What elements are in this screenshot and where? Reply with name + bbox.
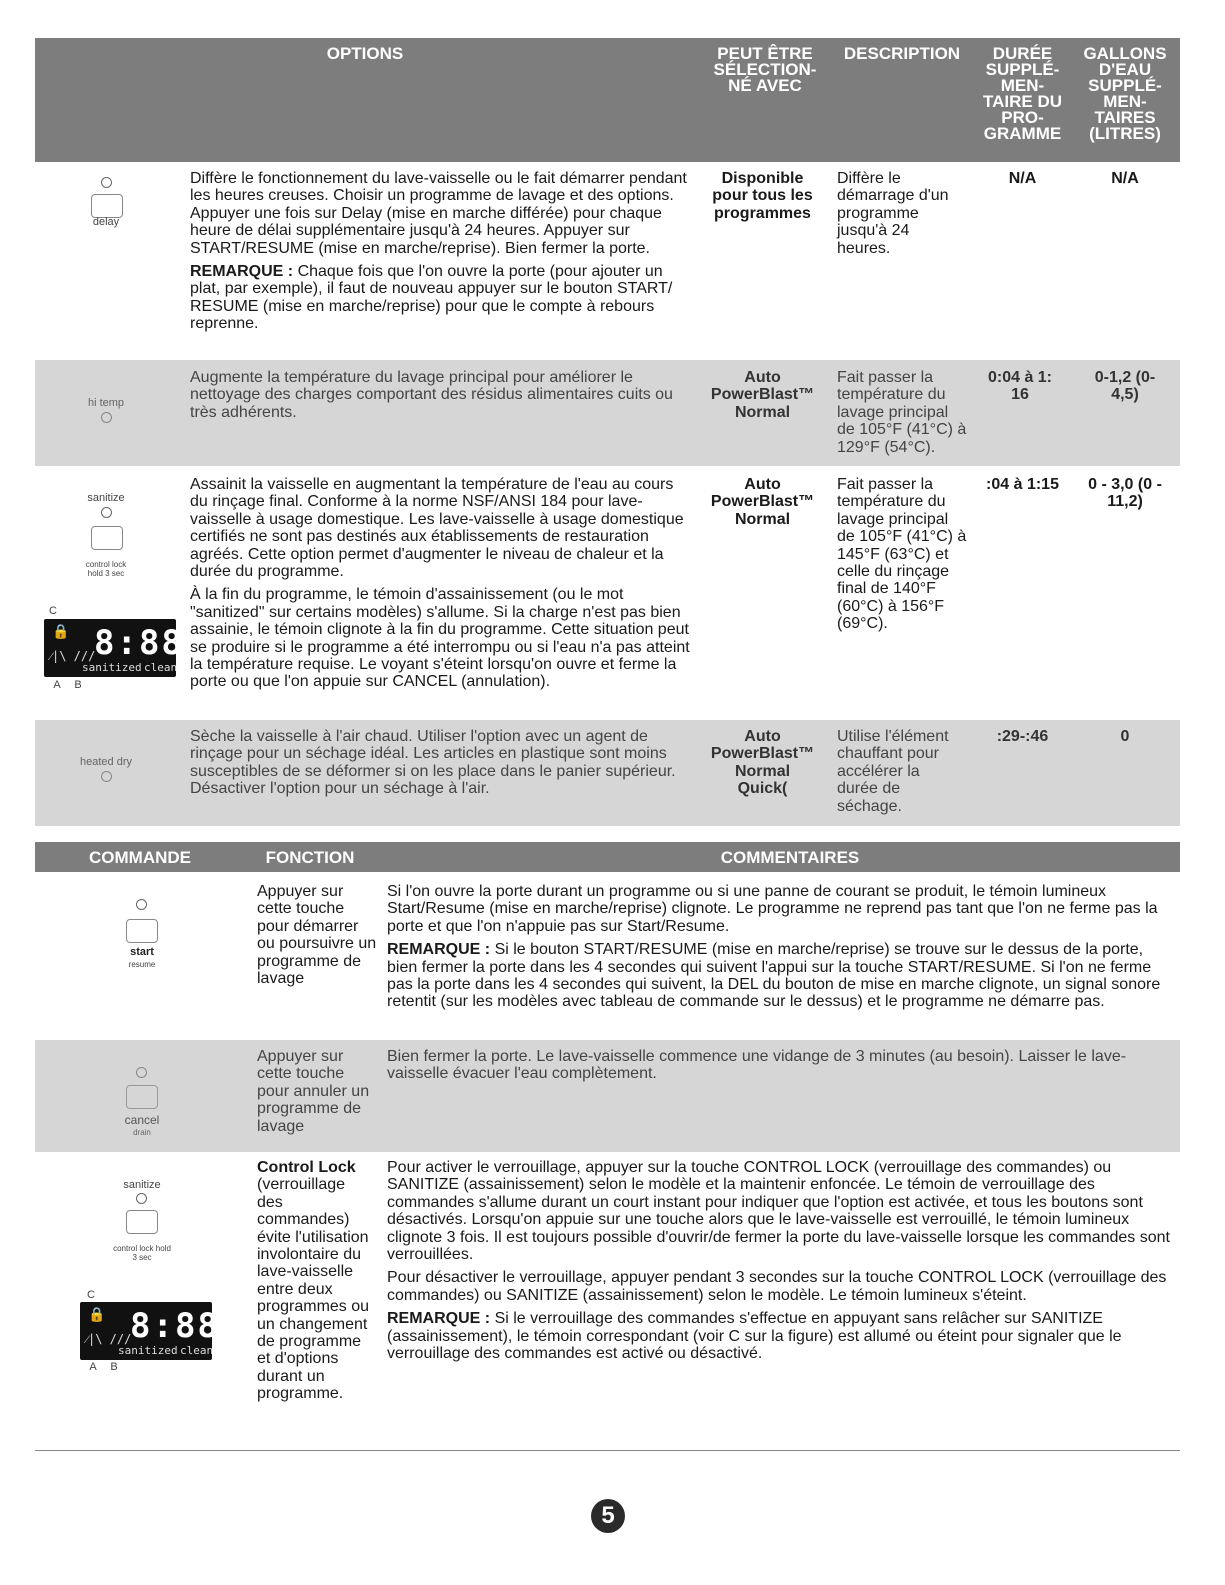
cancel-comment: Bien fermer la porte. Le lave-vaisselle commence une vidange de 3 minutes (au besoin). Laisser le lave-vaisselle évacuer l'eau complètement. <box>387 1048 1127 1083</box>
lock-display-time-readout: 8:88 <box>130 1306 220 1346</box>
control-lock-function <box>257 1159 375 1403</box>
status-display <box>44 619 184 677</box>
page-number: 5 <box>601 1502 615 1529</box>
sanitize-button-sublabel: control lock hold 3 sec <box>85 560 127 578</box>
hi-temp-text: Augmente la température du lavage principal pour améliorer le nettoyage des charges comportant des résidus alimentaires cuits ou très adhérents. <box>190 369 673 421</box>
start-led-icon <box>136 899 147 910</box>
start-button[interactable] <box>126 919 158 943</box>
lock-display-callout-b: B <box>110 1361 118 1373</box>
lock-sanitize-button-sublabel: control lock hold 3 sec <box>113 1244 171 1262</box>
heated-dry-button-label: heated dry <box>80 756 132 768</box>
heated-dry-extra-water: 0 <box>1120 728 1130 745</box>
lock-icon: 🔒 <box>52 624 70 640</box>
cancel-button-sublabel: drain <box>133 1128 151 1137</box>
lock-display-callout-a: A <box>89 1361 97 1373</box>
sanitize-extra-time: :04 à 1:15 <box>986 476 1059 493</box>
sanitized-indicator: sanitized <box>82 661 142 674</box>
delay-text: Diffère le fonctionnement du lave-vaisselle ou le fait démarrer pendant les heures creuses. Choisir un programme de lavage et des options. Appuyer une fois sur Delay (mise en marche différée) pour chaque heure de délai supplémentaire jusqu'à 24 heures. Appuyer sur START/RESUME (mise en marche/reprise). Bien fermer la porte. REMARQUE : Chaque fois que l'on ouvre la porte (pour ajouter un plat, par exemple), il faut de nouveau appuyer sur le bouton START/ RESUME (mise en marche/reprise) pour que le compte à rebours reprenne. <box>190 170 687 333</box>
header-description: DESCRIPTION <box>843 44 961 63</box>
header-extra-water: GALLONS D'EAU SUPPLÉ- MEN- TAIRES (LITRES) <box>1083 44 1167 143</box>
delay-extra-water: N/A <box>1111 170 1139 187</box>
control-lock-function-text: (verrouillage des commandes) évite l'utilisation involontaire du lave-vaisselle entre deux programmes ou un changement de programme et d'options durant un programme. <box>257 1176 370 1403</box>
start-comment: Si l'on ouvre la porte durant un programme ou si une panne de courant se produit, le témoin lumineux Start/Resume (mise en marche/reprise) clignote. Le programme ne reprend pas tant que l'on ne ferme pas la porte et que l'on n'appuie pas sur Start/Resume. REMARQUE : Si le bouton START/RESUME (mise en marche/reprise) se trouve sur le dessus de la porte, bien fermer la porte dans les 4 secondes qui suivent l'appui sur la touche START/RESUME. Si l'on ne ferme pas la porte dans les 4 secondes qui suivent, la DEL du bouton de mise en marche clignote, un signal sonore retentit (sur les modèles avec tableau de commande sur le dessus) et le programme ne démarre pas. <box>387 883 1161 1011</box>
heated-dry-led-icon <box>101 771 112 782</box>
lock-display-callout-c: C <box>87 1289 95 1301</box>
heated-dry-description: Utilise l'élément chauffant pour accélérer la durée de séchage. <box>837 728 949 815</box>
sanitize-button[interactable] <box>91 526 123 550</box>
display-callout-a: A <box>53 679 61 691</box>
hi-temp-led-icon <box>101 412 112 423</box>
hi-temp-selectable: Auto PowerBlast™ Normal <box>710 369 815 421</box>
hi-temp-extra-time: 0:04 à 1: 16 <box>987 369 1053 404</box>
sanitize-extra-water: 0 - 3,0 (0 - 11,2) <box>1088 476 1162 511</box>
sanitize-led-icon <box>101 507 112 518</box>
delay-selectable: Disponible pour tous les programmes <box>712 170 813 222</box>
control-lock-comment: Pour activer le verrouillage, appuyer sur la touche CONTROL LOCK (verrouillage des commandes) ou SANITIZE (assainissement) selon le modèle et la maintenir enfoncée. Le témoin de verrouillage des commandes s'allume durant un court instant pour indiquer que l'option est activée, et tous les boutons sont désactivés. Lorsqu'on appuie sur une touche alors que le lave-vaisselle est verrouillé, le témoin lumineux clignote 3 fois. Il est toujours possible d'ouvrir/de fermer la porte du lave-vaisselle lorsque les commandes sont verrouillées. Pour désactiver le verrouillage, appuyer pendant 3 secondes sur la touche CONTROL LOCK (verrouillage des commandes) ou SANITIZE (assainissement) selon le modèle. Le témoin lumineux s'éteint. REMARQUE : Si le verrouillage des commandes s'effectue en appuyant sans relâcher sur SANITIZE (assainissement), le témoin correspondant (voir C sur la figure) est allumé ou éteint pour signaler que le verrouillage des commandes est activé ou désactivé. <box>387 1159 1170 1363</box>
start-function: Appuyer sur cette touche pour démarrer ou poursuivre un programme de lavage <box>257 883 377 988</box>
delay-description: Diffère le démarrage d'un programme jusqu'à 24 heures. <box>837 170 949 257</box>
lock-sanitize-led-icon <box>136 1193 147 1204</box>
delay-led-icon <box>101 177 112 188</box>
header-command: COMMANDE <box>89 848 191 867</box>
heated-dry-selectable: Auto PowerBlast™ Normal Quick( <box>710 728 815 798</box>
cancel-function: Appuyer sur cette touche pour annuler un programme de lavage <box>257 1048 370 1135</box>
display-callout-c: C <box>49 605 57 617</box>
cancel-button-label: cancel <box>124 1113 160 1127</box>
lock-sanitize-button[interactable] <box>126 1210 158 1234</box>
sanitize-button-label: sanitize <box>87 492 125 504</box>
hi-temp-button-label: hi temp <box>87 397 125 409</box>
heated-dry-extra-time: :29-:46 <box>996 728 1049 745</box>
start-button-sublabel: resume <box>128 960 156 969</box>
page-number-badge <box>591 1499 625 1533</box>
lock-sanitize-button-label: sanitize <box>123 1179 161 1191</box>
lock-display-clean-indicator: clean <box>180 1344 214 1357</box>
header-comments: COMMENTAIRES <box>720 848 860 867</box>
header-extra-time: DURÉE SUPPLÉ- MEN- TAIRE DU PRO- GRAMME <box>982 44 1062 143</box>
cancel-led-icon <box>136 1067 147 1078</box>
cancel-button[interactable] <box>126 1085 158 1109</box>
lock-status-display <box>80 1302 220 1360</box>
time-readout: 8:88 <box>94 623 184 663</box>
sanitize-description: Fait passer la température du lavage principal de 105°F (41°C) à 145°F (63°C) et celle du rinçage final de 140°F (60°C) à 156°F (69°C). <box>837 476 967 633</box>
clean-indicator: clean <box>144 661 178 674</box>
start-button-label: start <box>130 946 154 958</box>
hi-temp-extra-water: 0-1,2 (0-4,5) <box>1094 369 1156 404</box>
heated-dry-text: Sèche la vaisselle à l'air chaud. Utiliser l'option avec un agent de rinçage pour un séchage idéal. Les articles en plastique sont moins susceptibles de se déformer si on les place dans le panier supérieur. Désactiver l'option pour un séchage à l'air. <box>190 728 676 798</box>
display-callout-b: B <box>74 679 82 691</box>
table-bottom-rule <box>35 1450 1180 1451</box>
delay-button[interactable] <box>91 194 123 218</box>
sanitize-text: Assainit la vaisselle en augmentant la température de l'eau au cours du rinçage final. Conforme à la norme NSF/ANSI 184 pour lave-vaisselle à usage domestique. Les lave-vaisselle à usage domestique certifiés ne sont pas destinés aux établissements de restauration agréés. Cette option permet d'augmenter le niveau de chaleur et la durée du programme. À la fin du programme, le témoin d'assainissement (ou le mot "sanitized" sur certains modèles) s'allume. Si la charge n'est pas bien assainie, le témoin clignote à la fin du programme. Cette situation peut se produire si le programme a été interrompu ou si l'eau n'a pas atteint la température requise. Le voyant s'éteint lorsqu'on ouvre et ferme la porte ou que l'on appuie sur CANCEL (annulation). <box>190 476 690 691</box>
lock-display-lock-icon: 🔒 <box>88 1307 106 1323</box>
delay-button-label: delay <box>92 216 120 228</box>
delay-extra-time: N/A <box>1008 170 1037 187</box>
wash-icon: ⁄|\ /// <box>50 649 96 663</box>
header-selectable: PEUT ÊTRE SÉLECTION- NÉ AVEC <box>713 44 817 95</box>
header-options: OPTIONS <box>326 44 404 63</box>
lock-display-sanitized-indicator: sanitized <box>118 1344 178 1357</box>
lock-display-wash-icon: ⁄|\ /// <box>86 1332 132 1346</box>
hi-temp-description: Fait passer la température du lavage principal de 105°F (41°C) à 129°F (54°C). <box>837 369 967 456</box>
control-lock-title: Control Lock <box>257 1159 356 1176</box>
header-function: FONCTION <box>265 848 355 867</box>
sanitize-selectable: Auto PowerBlast™ Normal <box>710 476 815 528</box>
